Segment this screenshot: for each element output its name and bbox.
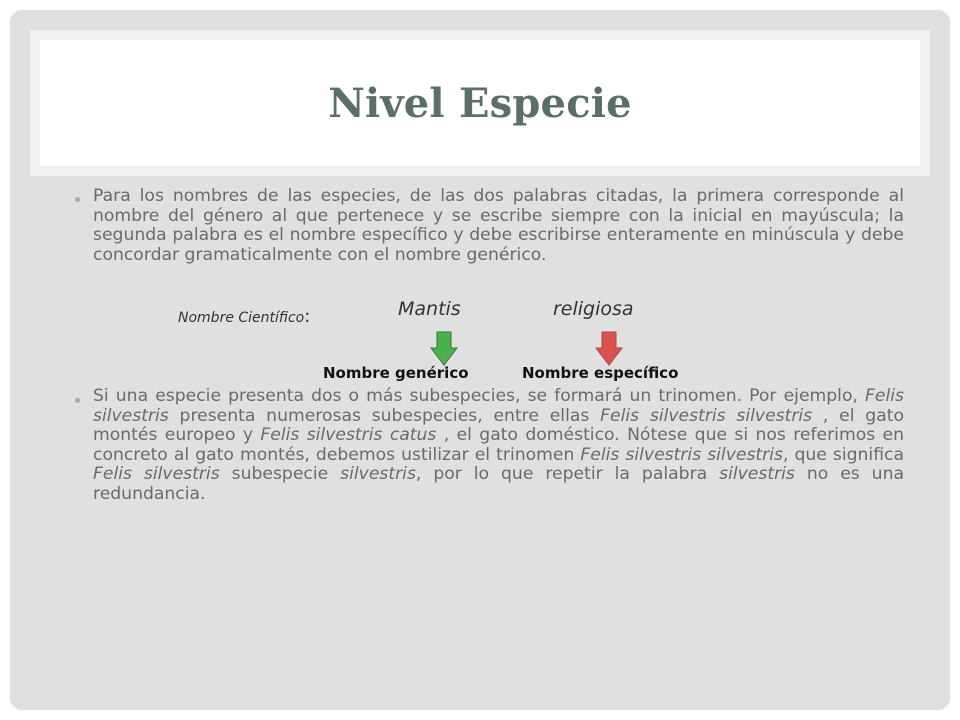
genus-arrow-icon [430,331,458,366]
paragraph-2 [93,387,904,504]
p2-italic-7: silvestris [719,464,795,484]
species-word: religiosa [553,298,634,320]
bullet-2-icon [75,398,80,403]
title-box [30,30,930,176]
title-inner [40,40,920,166]
genus-label: Nombre genérico [323,364,469,382]
p2-italic-6: silvestris [340,464,416,484]
p2-text-1: Si una especie presenta dos o más subespecies, se formará un trinomen. Por ejemplo, [93,386,866,406]
title-bold: Especie [458,79,632,127]
p2-text-8: no es una redundancia. [93,464,905,504]
p2-text-4: , el gato doméstico. Nótese que si nos referimos en concreto al gato montés, debemos ustilizar el trinomen [93,425,905,465]
paragraph-1: Para los nombres de las especies, de las dos palabras citadas, la primera corresponde al nombre del género al que pertenece y se escribe siempre con la inicial en mayúscula; la segunda palabra es el nombre específico y debe escribirse enteramente en minúscula y debe concordar gramaticalmente con el nombre genérico. [93,186,904,265]
p2-text-3: , el gato montés europeo y [93,405,904,445]
genus-word: Mantis [398,298,461,320]
species-arrow-icon [595,331,623,366]
scientific-name-label-text: Nombre Científico [178,310,305,326]
scientific-name-colon: : [304,306,311,327]
p2-italic-3: Felis silvestris catus [260,425,437,445]
p2-italic-2: Felis silvestris silvestris [600,405,813,426]
p2-text-6: subespecie [219,464,341,484]
p2-text-7: , por lo que repetir la palabra [415,464,720,484]
p2-italic-5: Felis silvestris [93,464,220,484]
scientific-name-label [178,306,310,327]
p2-text-5: , que significa [782,444,905,465]
p2-italic-1: Felis silvestris [93,386,904,426]
bullet-1-icon [75,197,80,202]
p2-italic-4: Felis silvestris silvestris [580,444,783,465]
slide [10,10,950,710]
title-normal: Nivel [328,79,445,127]
slide-title [328,80,632,127]
p2-text-2: presenta numerosas subespecies, entre ellas [168,405,601,426]
species-label: Nombre específico [522,364,679,382]
